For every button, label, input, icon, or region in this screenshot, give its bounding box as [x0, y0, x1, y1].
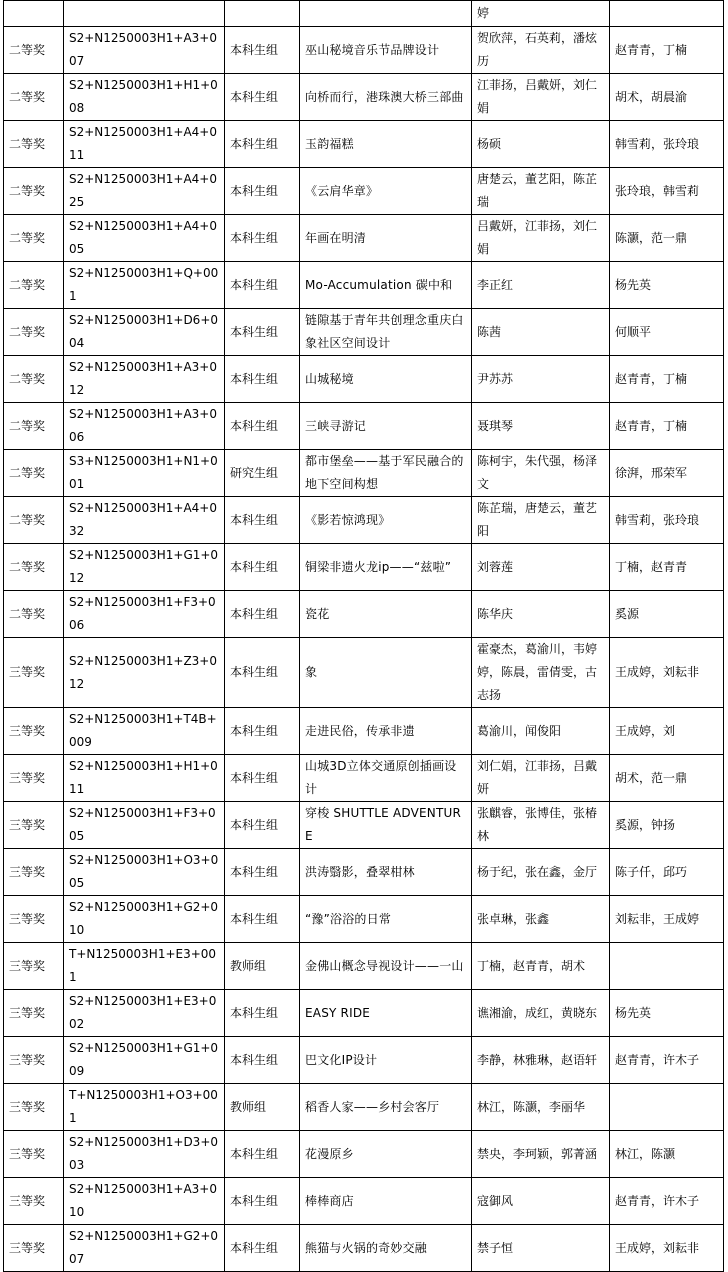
advisors-cell: 赵青青，丁楠 — [610, 403, 724, 450]
entry-id-cell: S2+N1250003H1+A3+010 — [64, 1178, 225, 1225]
authors-cell: 杨硕 — [472, 121, 610, 168]
entry-id-cell: S2+N1250003H1+G2+010 — [64, 896, 225, 943]
work-title-cell: 稻香人家——乡村会客厅 — [300, 1084, 472, 1131]
work-title-cell: 棒棒商店 — [300, 1178, 472, 1225]
table-row — [4, 121, 724, 168]
entry-id-cell: T+N1250003H1+E3+001 — [64, 943, 225, 990]
entry-id-cell: S2+N1250003H1+G1+012 — [64, 544, 225, 591]
entry-id-cell: S2+N1250003H1+A3+007 — [64, 27, 225, 74]
table-row — [4, 309, 724, 356]
authors-cell: 尹苏苏 — [472, 356, 610, 403]
table-row — [4, 708, 724, 755]
advisors-cell: 林江，陈灏 — [610, 1131, 724, 1178]
work-title-cell: 向桥而行，港珠澳大桥三部曲 — [300, 74, 472, 121]
advisors-cell: 赵青青，许木子 — [610, 1178, 724, 1225]
work-title-cell: 熊猫与火锅的奇妙交融 — [300, 1225, 472, 1272]
award-level-cell: 二等奖 — [4, 27, 64, 74]
group-name-cell: 本科生组 — [225, 27, 300, 74]
work-title-cell: 山城3D立体交通原创插画设计 — [300, 755, 472, 802]
table-row — [4, 849, 724, 896]
work-title-cell: 巫山秘境音乐节品牌设计 — [300, 27, 472, 74]
work-title-cell: EASY RIDE — [300, 990, 472, 1037]
advisors-cell: 赵青青，丁楠 — [610, 356, 724, 403]
group-name-cell: 本科生组 — [225, 1037, 300, 1084]
award-level-cell: 二等奖 — [4, 121, 64, 168]
awards-table — [3, 0, 724, 1272]
award-level-cell: 二等奖 — [4, 262, 64, 309]
group-name-cell: 研究生组 — [225, 450, 300, 497]
work-title-cell: 《影若惊鸿现》 — [300, 497, 472, 544]
entry-id-cell: S2+N1250003H1+E3+002 — [64, 990, 225, 1037]
advisors-cell: 陈子仟，邱巧 — [610, 849, 724, 896]
award-level-cell: 二等奖 — [4, 497, 64, 544]
advisors-cell: 胡术，胡晨渝 — [610, 74, 724, 121]
award-level-cell: 二等奖 — [4, 309, 64, 356]
table-row — [4, 450, 724, 497]
award-level-cell: 三等奖 — [4, 896, 64, 943]
work-title-cell: 三峡寻游记 — [300, 403, 472, 450]
group-name-cell: 本科生组 — [225, 309, 300, 356]
table-row — [4, 1037, 724, 1084]
group-name-cell: 本科生组 — [225, 168, 300, 215]
entry-id-cell: S2+N1250003H1+Q+001 — [64, 262, 225, 309]
entry-id-cell: S2+N1250003H1+A4+032 — [64, 497, 225, 544]
authors-cell: 张麒睿，张博佳，张椿林 — [472, 802, 610, 849]
entry-id-cell: S3+N1250003H1+N1+001 — [64, 450, 225, 497]
entry-id-cell: S2+N1250003H1+A4+025 — [64, 168, 225, 215]
work-title-cell: 走进民俗，传承非遗 — [300, 708, 472, 755]
work-title-cell: 金佛山概念导视设计——一山 — [300, 943, 472, 990]
authors-cell: 陈华庆 — [472, 591, 610, 638]
group-name-cell: 本科生组 — [225, 121, 300, 168]
entry-id-cell: S2+N1250003H1+Z3+012 — [64, 638, 225, 708]
group-name-cell: 本科生组 — [225, 896, 300, 943]
advisors-cell: 王成婷，刘耘非 — [610, 1225, 724, 1272]
work-title-cell — [300, 1, 472, 27]
work-title-cell: 年画在明清 — [300, 215, 472, 262]
award-level-cell: 二等奖 — [4, 168, 64, 215]
advisors-cell — [610, 1, 724, 27]
table-row — [4, 755, 724, 802]
group-name-cell: 本科生组 — [225, 638, 300, 708]
table-row — [4, 896, 724, 943]
authors-cell: 唐楚云，董艺阳，陈芷瑞 — [472, 168, 610, 215]
advisors-cell — [610, 943, 724, 990]
advisors-cell: 韩雪莉，张玲琅 — [610, 497, 724, 544]
award-level-cell: 三等奖 — [4, 1037, 64, 1084]
work-title-cell: 穿梭 SHUTTLE ADVENTURE — [300, 802, 472, 849]
table-row — [4, 168, 724, 215]
group-name-cell: 本科生组 — [225, 849, 300, 896]
work-title-cell: 都市堡垒——基于军民融合的地下空间构想 — [300, 450, 472, 497]
entry-id-cell: S2+N1250003H1+F3+006 — [64, 591, 225, 638]
work-title-cell: Mo-Accumulation 碳中和 — [300, 262, 472, 309]
authors-cell: 丁楠，赵青青，胡术 — [472, 943, 610, 990]
work-title-cell: 象 — [300, 638, 472, 708]
table-row — [4, 1084, 724, 1131]
entry-id-cell: S2+N1250003H1+D6+004 — [64, 309, 225, 356]
authors-cell: 寇御风 — [472, 1178, 610, 1225]
table-row — [4, 497, 724, 544]
group-name-cell: 本科生组 — [225, 990, 300, 1037]
table-row — [4, 802, 724, 849]
award-level-cell: 三等奖 — [4, 755, 64, 802]
award-level-cell: 三等奖 — [4, 849, 64, 896]
work-title-cell: 玉韵福糕 — [300, 121, 472, 168]
group-name-cell: 教师组 — [225, 943, 300, 990]
authors-cell: 聂琪琴 — [472, 403, 610, 450]
advisors-cell: 陈灏，范一鼎 — [610, 215, 724, 262]
work-title-cell: 铜梁非遗火龙ip——“兹啦” — [300, 544, 472, 591]
table-row — [4, 638, 724, 708]
table-row — [4, 74, 724, 121]
advisors-cell: 徐湃，邢荣军 — [610, 450, 724, 497]
authors-cell: 婷 — [472, 1, 610, 27]
group-name-cell: 本科生组 — [225, 802, 300, 849]
authors-cell: 杨于纪，张在鑫，金厅 — [472, 849, 610, 896]
award-level-cell: 三等奖 — [4, 1084, 64, 1131]
work-title-cell: 瓷花 — [300, 591, 472, 638]
award-level-cell — [4, 1, 64, 27]
advisors-cell: 赵青青，许木子 — [610, 1037, 724, 1084]
table-row — [4, 544, 724, 591]
award-level-cell: 三等奖 — [4, 802, 64, 849]
authors-cell: 陈茜 — [472, 309, 610, 356]
award-level-cell: 三等奖 — [4, 1178, 64, 1225]
table-row — [4, 943, 724, 990]
award-level-cell: 三等奖 — [4, 943, 64, 990]
award-level-cell: 二等奖 — [4, 544, 64, 591]
authors-cell: 禁子恒 — [472, 1225, 610, 1272]
advisors-cell: 王成婷，刘 — [610, 708, 724, 755]
authors-cell: 李静，林雅琳，赵语轩 — [472, 1037, 610, 1084]
group-name-cell: 本科生组 — [225, 74, 300, 121]
entry-id-cell: T+N1250003H1+O3+001 — [64, 1084, 225, 1131]
authors-cell: 刘仁娟，江菲扬，吕戴妍 — [472, 755, 610, 802]
entry-id-cell: S2+N1250003H1+H1+008 — [64, 74, 225, 121]
advisors-cell: 杨先英 — [610, 990, 724, 1037]
entry-id-cell: S2+N1250003H1+G1+009 — [64, 1037, 225, 1084]
advisors-cell: 奚源，钟扬 — [610, 802, 724, 849]
award-level-cell: 三等奖 — [4, 990, 64, 1037]
advisors-cell: 张玲琅，韩雪莉 — [610, 168, 724, 215]
advisors-cell: 杨先英 — [610, 262, 724, 309]
work-title-cell: 花漫原乡 — [300, 1131, 472, 1178]
authors-cell: 陈芷瑞，唐楚云，董艺阳 — [472, 497, 610, 544]
table-row — [4, 1225, 724, 1272]
advisors-cell: 胡术，范一鼎 — [610, 755, 724, 802]
table-row — [4, 262, 724, 309]
entry-id-cell: S2+N1250003H1+A3+006 — [64, 403, 225, 450]
group-name-cell: 教师组 — [225, 1084, 300, 1131]
authors-cell: 吕戴妍，江菲扬，刘仁娟 — [472, 215, 610, 262]
authors-cell: 张卓琳，张鑫 — [472, 896, 610, 943]
table-row — [4, 990, 724, 1037]
work-title-cell: 链隙基于青年共创理念重庆白象社区空间设计 — [300, 309, 472, 356]
entry-id-cell: S2+N1250003H1+D3+003 — [64, 1131, 225, 1178]
entry-id-cell: S2+N1250003H1+A4+005 — [64, 215, 225, 262]
award-level-cell: 二等奖 — [4, 403, 64, 450]
award-level-cell: 二等奖 — [4, 591, 64, 638]
table-row — [4, 215, 724, 262]
table-row — [4, 356, 724, 403]
advisors-cell: 韩雪莉，张玲琅 — [610, 121, 724, 168]
award-level-cell: 二等奖 — [4, 356, 64, 403]
entry-id-cell — [64, 1, 225, 27]
table-row — [4, 27, 724, 74]
authors-cell: 刘蓉莲 — [472, 544, 610, 591]
entry-id-cell: S2+N1250003H1+A4+011 — [64, 121, 225, 168]
award-level-cell: 三等奖 — [4, 638, 64, 708]
group-name-cell: 本科生组 — [225, 708, 300, 755]
group-name-cell: 本科生组 — [225, 356, 300, 403]
entry-id-cell: S2+N1250003H1+A3+012 — [64, 356, 225, 403]
award-level-cell: 二等奖 — [4, 215, 64, 262]
table-row — [4, 1178, 724, 1225]
authors-cell: 禁央，李珂颖，郭菁涵 — [472, 1131, 610, 1178]
group-name-cell: 本科生组 — [225, 262, 300, 309]
group-name-cell: 本科生组 — [225, 755, 300, 802]
work-title-cell: 洪涛翳影，叠翠柑林 — [300, 849, 472, 896]
advisors-cell: 丁楠，赵青青 — [610, 544, 724, 591]
award-level-cell: 二等奖 — [4, 450, 64, 497]
advisors-cell: 王成婷，刘耘非 — [610, 638, 724, 708]
authors-cell: 李正红 — [472, 262, 610, 309]
entry-id-cell: S2+N1250003H1+T4B+009 — [64, 708, 225, 755]
work-title-cell: “豫”浴浴的日常 — [300, 896, 472, 943]
advisors-cell — [610, 1084, 724, 1131]
table-row — [4, 403, 724, 450]
authors-cell: 贺欣萍，石英莉，潘炫历 — [472, 27, 610, 74]
award-level-cell: 三等奖 — [4, 708, 64, 755]
group-name-cell: 本科生组 — [225, 591, 300, 638]
work-title-cell: 巴文化IP设计 — [300, 1037, 472, 1084]
award-level-cell: 二等奖 — [4, 74, 64, 121]
entry-id-cell: S2+N1250003H1+F3+005 — [64, 802, 225, 849]
advisors-cell: 赵青青，丁楠 — [610, 27, 724, 74]
entry-id-cell: S2+N1250003H1+G2+007 — [64, 1225, 225, 1272]
authors-cell: 谯湘渝，成红，黄晓东 — [472, 990, 610, 1037]
entry-id-cell: S2+N1250003H1+O3+005 — [64, 849, 225, 896]
authors-cell: 葛渝川，闻俊阳 — [472, 708, 610, 755]
group-name-cell: 本科生组 — [225, 1225, 300, 1272]
advisors-cell: 何顺平 — [610, 309, 724, 356]
work-title-cell: 山城秘境 — [300, 356, 472, 403]
table-row — [4, 1, 724, 27]
advisors-cell: 奚源 — [610, 591, 724, 638]
table-row — [4, 1131, 724, 1178]
authors-cell: 陈柯宇，朱代强，杨泽文 — [472, 450, 610, 497]
group-name-cell: 本科生组 — [225, 1178, 300, 1225]
table-row — [4, 591, 724, 638]
group-name-cell: 本科生组 — [225, 215, 300, 262]
award-level-cell: 三等奖 — [4, 1225, 64, 1272]
authors-cell: 江菲扬，吕戴妍，刘仁娟 — [472, 74, 610, 121]
entry-id-cell: S2+N1250003H1+H1+011 — [64, 755, 225, 802]
group-name-cell: 本科生组 — [225, 1131, 300, 1178]
group-name-cell — [225, 1, 300, 27]
work-title-cell: 《云肩华章》 — [300, 168, 472, 215]
group-name-cell: 本科生组 — [225, 497, 300, 544]
advisors-cell: 刘耘非，王成婷 — [610, 896, 724, 943]
group-name-cell: 本科生组 — [225, 544, 300, 591]
authors-cell: 林江，陈灏，李丽华 — [472, 1084, 610, 1131]
authors-cell: 霍豪杰，葛渝川，韦婷婷，陈晨，雷倩雯，古志扬 — [472, 638, 610, 708]
award-level-cell: 三等奖 — [4, 1131, 64, 1178]
group-name-cell: 本科生组 — [225, 403, 300, 450]
